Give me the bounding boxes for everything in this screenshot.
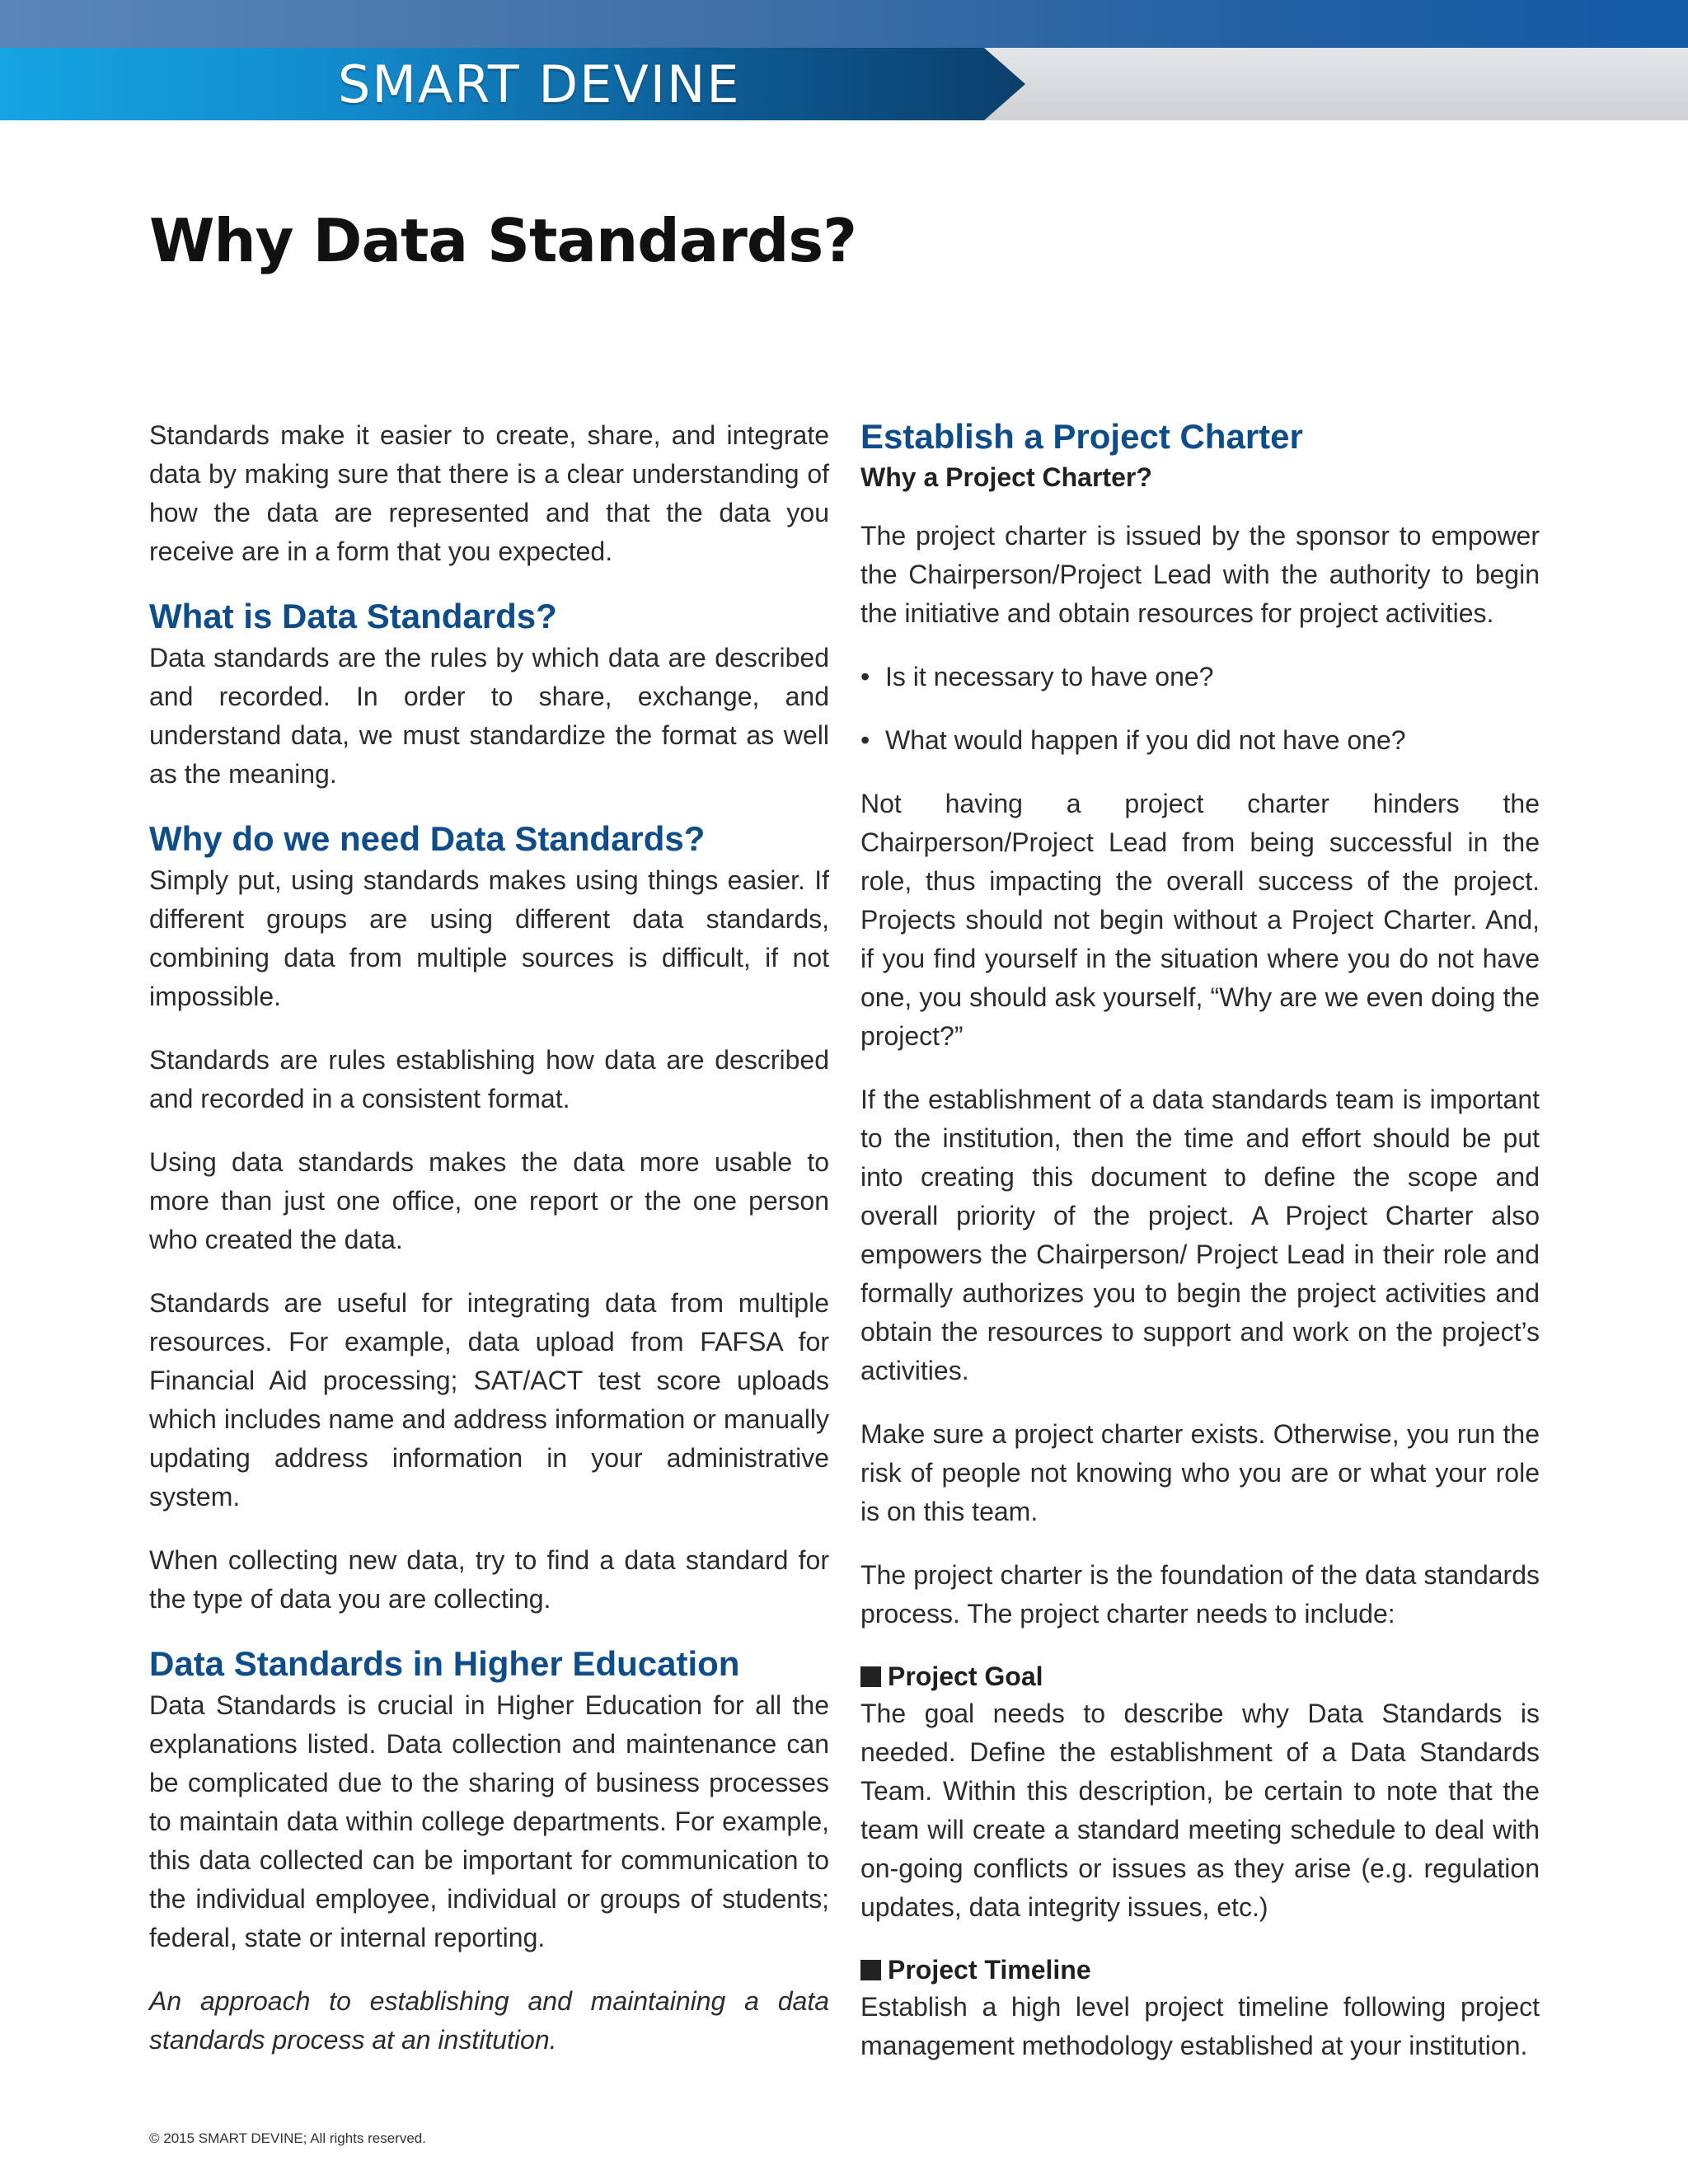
higher-ed-paragraph: Data Standards is crucial in Higher Education for all the explanations listed. Data collection and maintenance can be complicated due to the sharing of business processes to maintain data within college departments. For example, this data collected can be important for communication to the individual employee, individual or groups of students; federal, state or internal reporting.	[149, 1690, 829, 1952]
why-paragraph-2: Standards are rules establishing how data are described and recorded in a consistent format.	[149, 1045, 829, 1113]
project-timeline-paragraph: Establish a high level project timeline following project management methodology established at your institution.	[860, 1992, 1540, 2060]
why-paragraph-4: Standards are useful for integrating data from multiple resources. For example, data upload from FAFSA for Financial Aid processing; SAT/ACT test score uploads which includes name and address information or manually updating address information in your administrative system.	[149, 1288, 829, 1511]
what-paragraph: Data standards are the rules by which data are described and recorded. In order to share, exchange, and understand data, we must standardize the format as well as the meaning.	[149, 643, 829, 789]
intro-paragraph: Standards make it easier to create, share, and integrate data by making sure that there is a clear understanding of how the data are represented and that the data you receive are in a form that you expected.	[149, 420, 829, 566]
why-paragraph-1: Simply put, using standards makes using things easier. If different groups are using different data standards, combining data from multiple sources is difficult, if not impossible.	[149, 865, 829, 1011]
project-goal-heading	[860, 1658, 1540, 1694]
brand-logo-text: SMART DEVINE	[338, 54, 741, 115]
left-column	[149, 416, 829, 2084]
charter-paragraph-2: Not having a project charter hinders the Chairperson/Project Lead from being successful in the role, thus impacting the overall success of the project. Projects should not begin without a Project Charter. And, if you find yourself in the situation where you do not have one, you should ask yourself, “Why are we even doing the project?”	[860, 789, 1540, 1051]
charter-question-list	[860, 658, 1540, 760]
charter-paragraph-3: If the establishment of a data standards team is important to the institution, then the time and effort should be put into creating this document to define the scope and overall priority of the project. A Project Charter also empowers the Chairperson/ Project Lead in their role and formally authorizes you to begin the project activities and obtain the resources to support and work on the project’s activities.	[860, 1085, 1540, 1385]
list-item	[860, 658, 1540, 696]
page-title: Why Data Standards?	[149, 206, 857, 275]
higher-ed-heading: Data Standards in Higher Education	[149, 1644, 740, 1683]
header-gray-band	[973, 48, 1688, 120]
list-item-text: Is it necessary to have one?	[885, 662, 1214, 691]
copyright-footer: © 2015 SMART DEVINE; All rights reserved.	[149, 2130, 426, 2146]
project-goal-label: Project Goal	[888, 1661, 1043, 1691]
charter-subheading: Why a Project Charter?	[860, 462, 1152, 492]
header-top-strip	[0, 0, 1688, 48]
list-item	[860, 721, 1540, 760]
bullet-icon: •	[860, 725, 870, 755]
why-paragraph-3: Using data standards makes the data more usable to more than just one office, one report or the one person who created the data.	[149, 1147, 829, 1254]
project-timeline-label: Project Timeline	[888, 1955, 1091, 1985]
charter-paragraph-4: Make sure a project charter exists. Otherwise, you run the risk of people not knowing who you are or what your role is on this team.	[860, 1419, 1540, 1526]
square-bullet-icon	[860, 1960, 881, 1980]
charter-heading: Establish a Project Charter	[860, 417, 1303, 456]
why-heading: Why do we need Data Standards?	[149, 819, 706, 858]
bullet-icon: •	[860, 662, 870, 691]
charter-paragraph-1: The project charter is issued by the sponsor to empower the Chairperson/Project Lead with the authority to begin the initiative and obtain resources for project activities.	[860, 521, 1540, 628]
charter-paragraph-5: The project charter is the foundation of the data standards process. The project charter needs to include:	[860, 1560, 1540, 1629]
list-item-text: What would happen if you did not have one?	[885, 725, 1406, 755]
approach-paragraph: An approach to establishing and maintaining a data standards process at an institution.	[149, 1986, 829, 2055]
square-bullet-icon	[860, 1666, 881, 1687]
right-column	[860, 416, 1540, 2090]
why-paragraph-5: When collecting new data, try to find a data standard for the type of data you are collecting.	[149, 1545, 829, 1614]
project-goal-paragraph: The goal needs to describe why Data Standards is needed. Define the establishment of a Data Standards Team. Within this description, be certain to note that the team will create a standard meeting schedule to deal with on-going conflicts or issues as they arise (e.g. regulation updates, data integrity issues, etc.)	[860, 1699, 1540, 1922]
what-heading: What is Data Standards?	[149, 597, 557, 635]
project-timeline-heading	[860, 1952, 1540, 1988]
